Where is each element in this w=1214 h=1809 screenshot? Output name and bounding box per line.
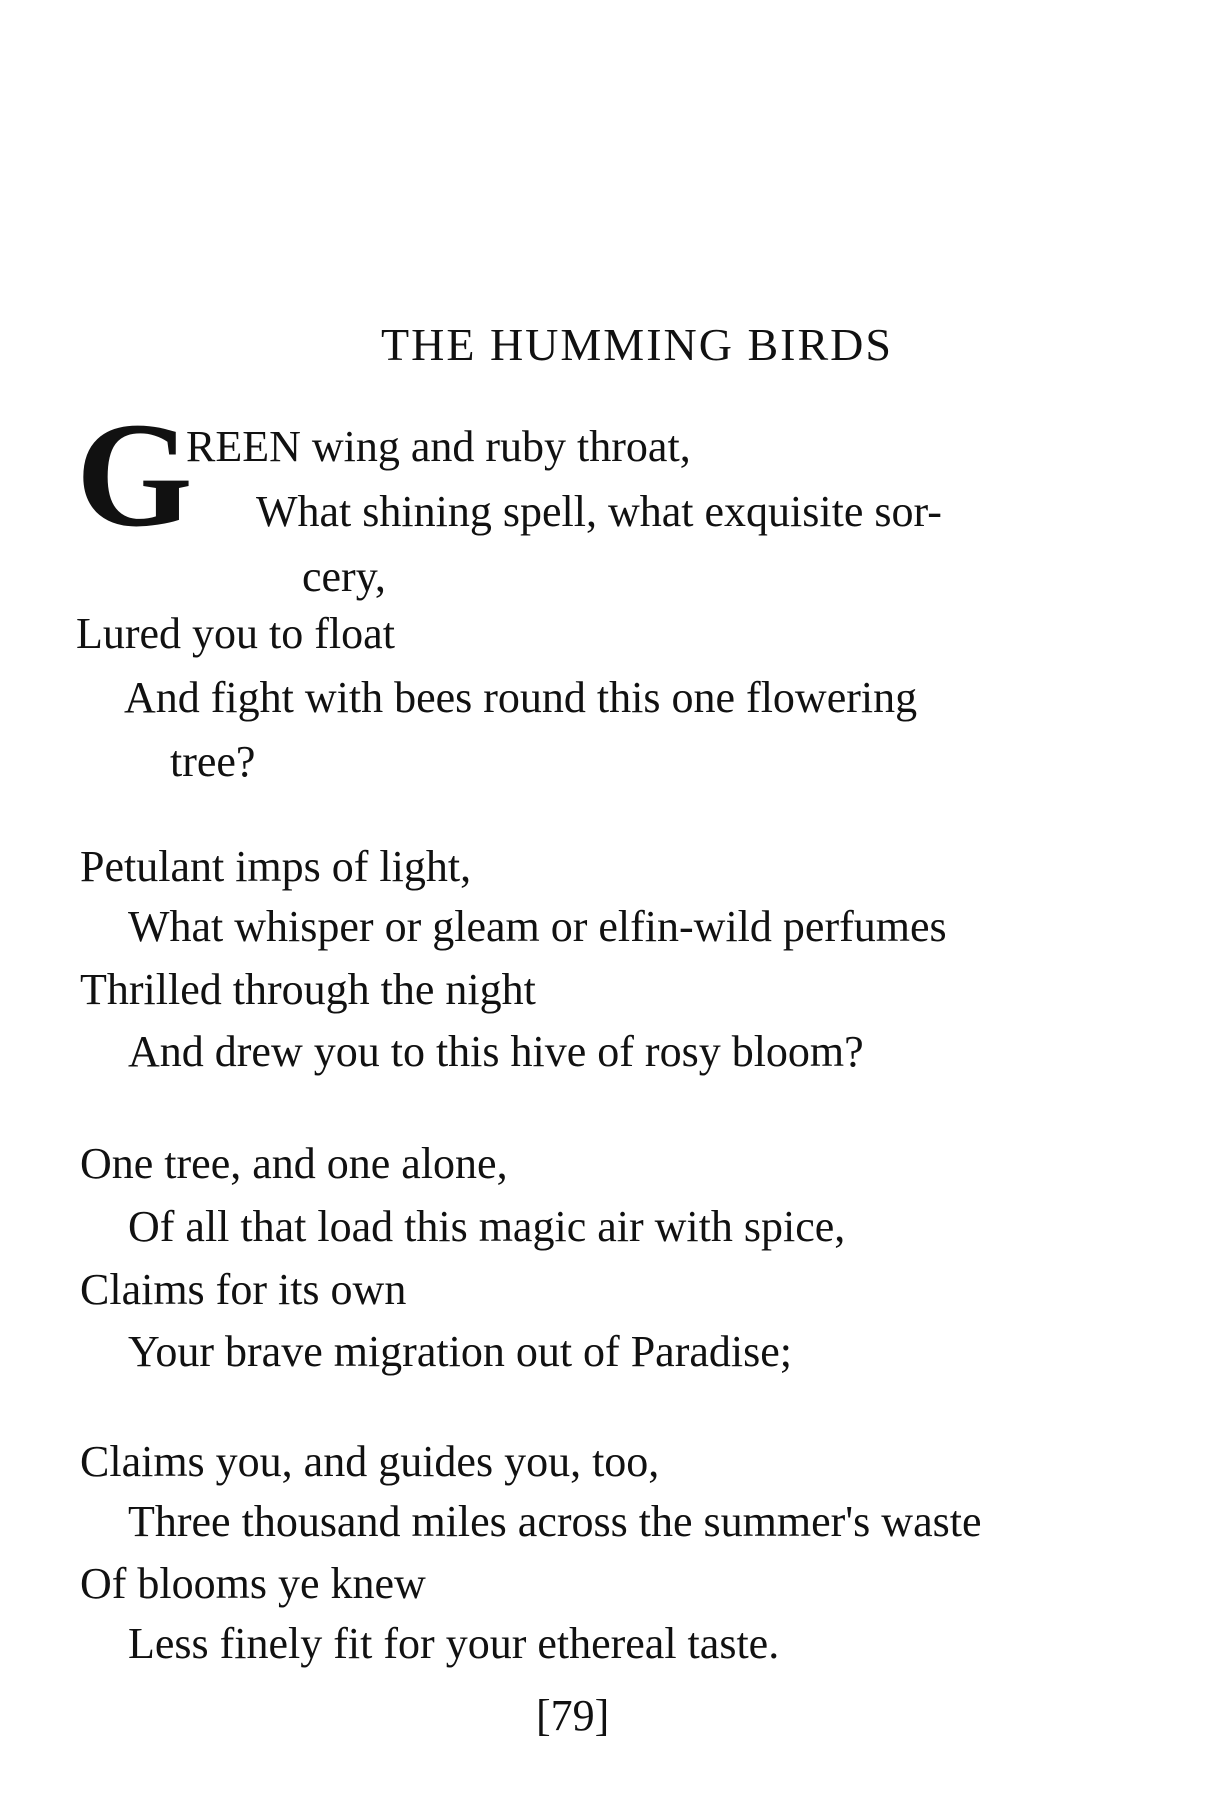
poem-line: REEN wing and ruby throat, xyxy=(186,422,691,471)
poem-line: Of blooms ye knew xyxy=(80,1559,426,1608)
poem-line: Of all that load this magic air with spice, xyxy=(128,1202,846,1251)
poem-line: And drew you to this hive of rosy bloom? xyxy=(128,1027,864,1076)
poem-line: Lured you to float xyxy=(76,609,395,658)
poem-line: And fight with bees round this one flowering xyxy=(124,673,918,722)
poem-line: One tree, and one alone, xyxy=(80,1139,508,1188)
poem-line: Petulant imps of light, xyxy=(80,842,472,891)
poem-line: Claims you, and guides you, too, xyxy=(80,1437,660,1486)
poem-title: THE HUMMING BIRDS xyxy=(381,319,893,370)
page-number: [79] xyxy=(536,1691,610,1740)
poem-line: Less finely fit for your ethereal taste. xyxy=(128,1619,780,1668)
poem-line: Three thousand miles across the summer's waste xyxy=(128,1497,982,1546)
poem-line: tree? xyxy=(170,737,256,786)
poem-line: Your brave migration out of Paradise; xyxy=(128,1327,792,1376)
poem-line: Claims for its own xyxy=(80,1265,407,1314)
drop-cap: G xyxy=(76,392,193,558)
poem-line: cery, xyxy=(302,552,386,601)
poem-line: What whisper or gleam or elfin-wild perfumes xyxy=(128,902,947,951)
poem-line: What shining spell, what exquisite sor- xyxy=(256,487,942,536)
poem-line: Thrilled through the night xyxy=(80,965,536,1014)
